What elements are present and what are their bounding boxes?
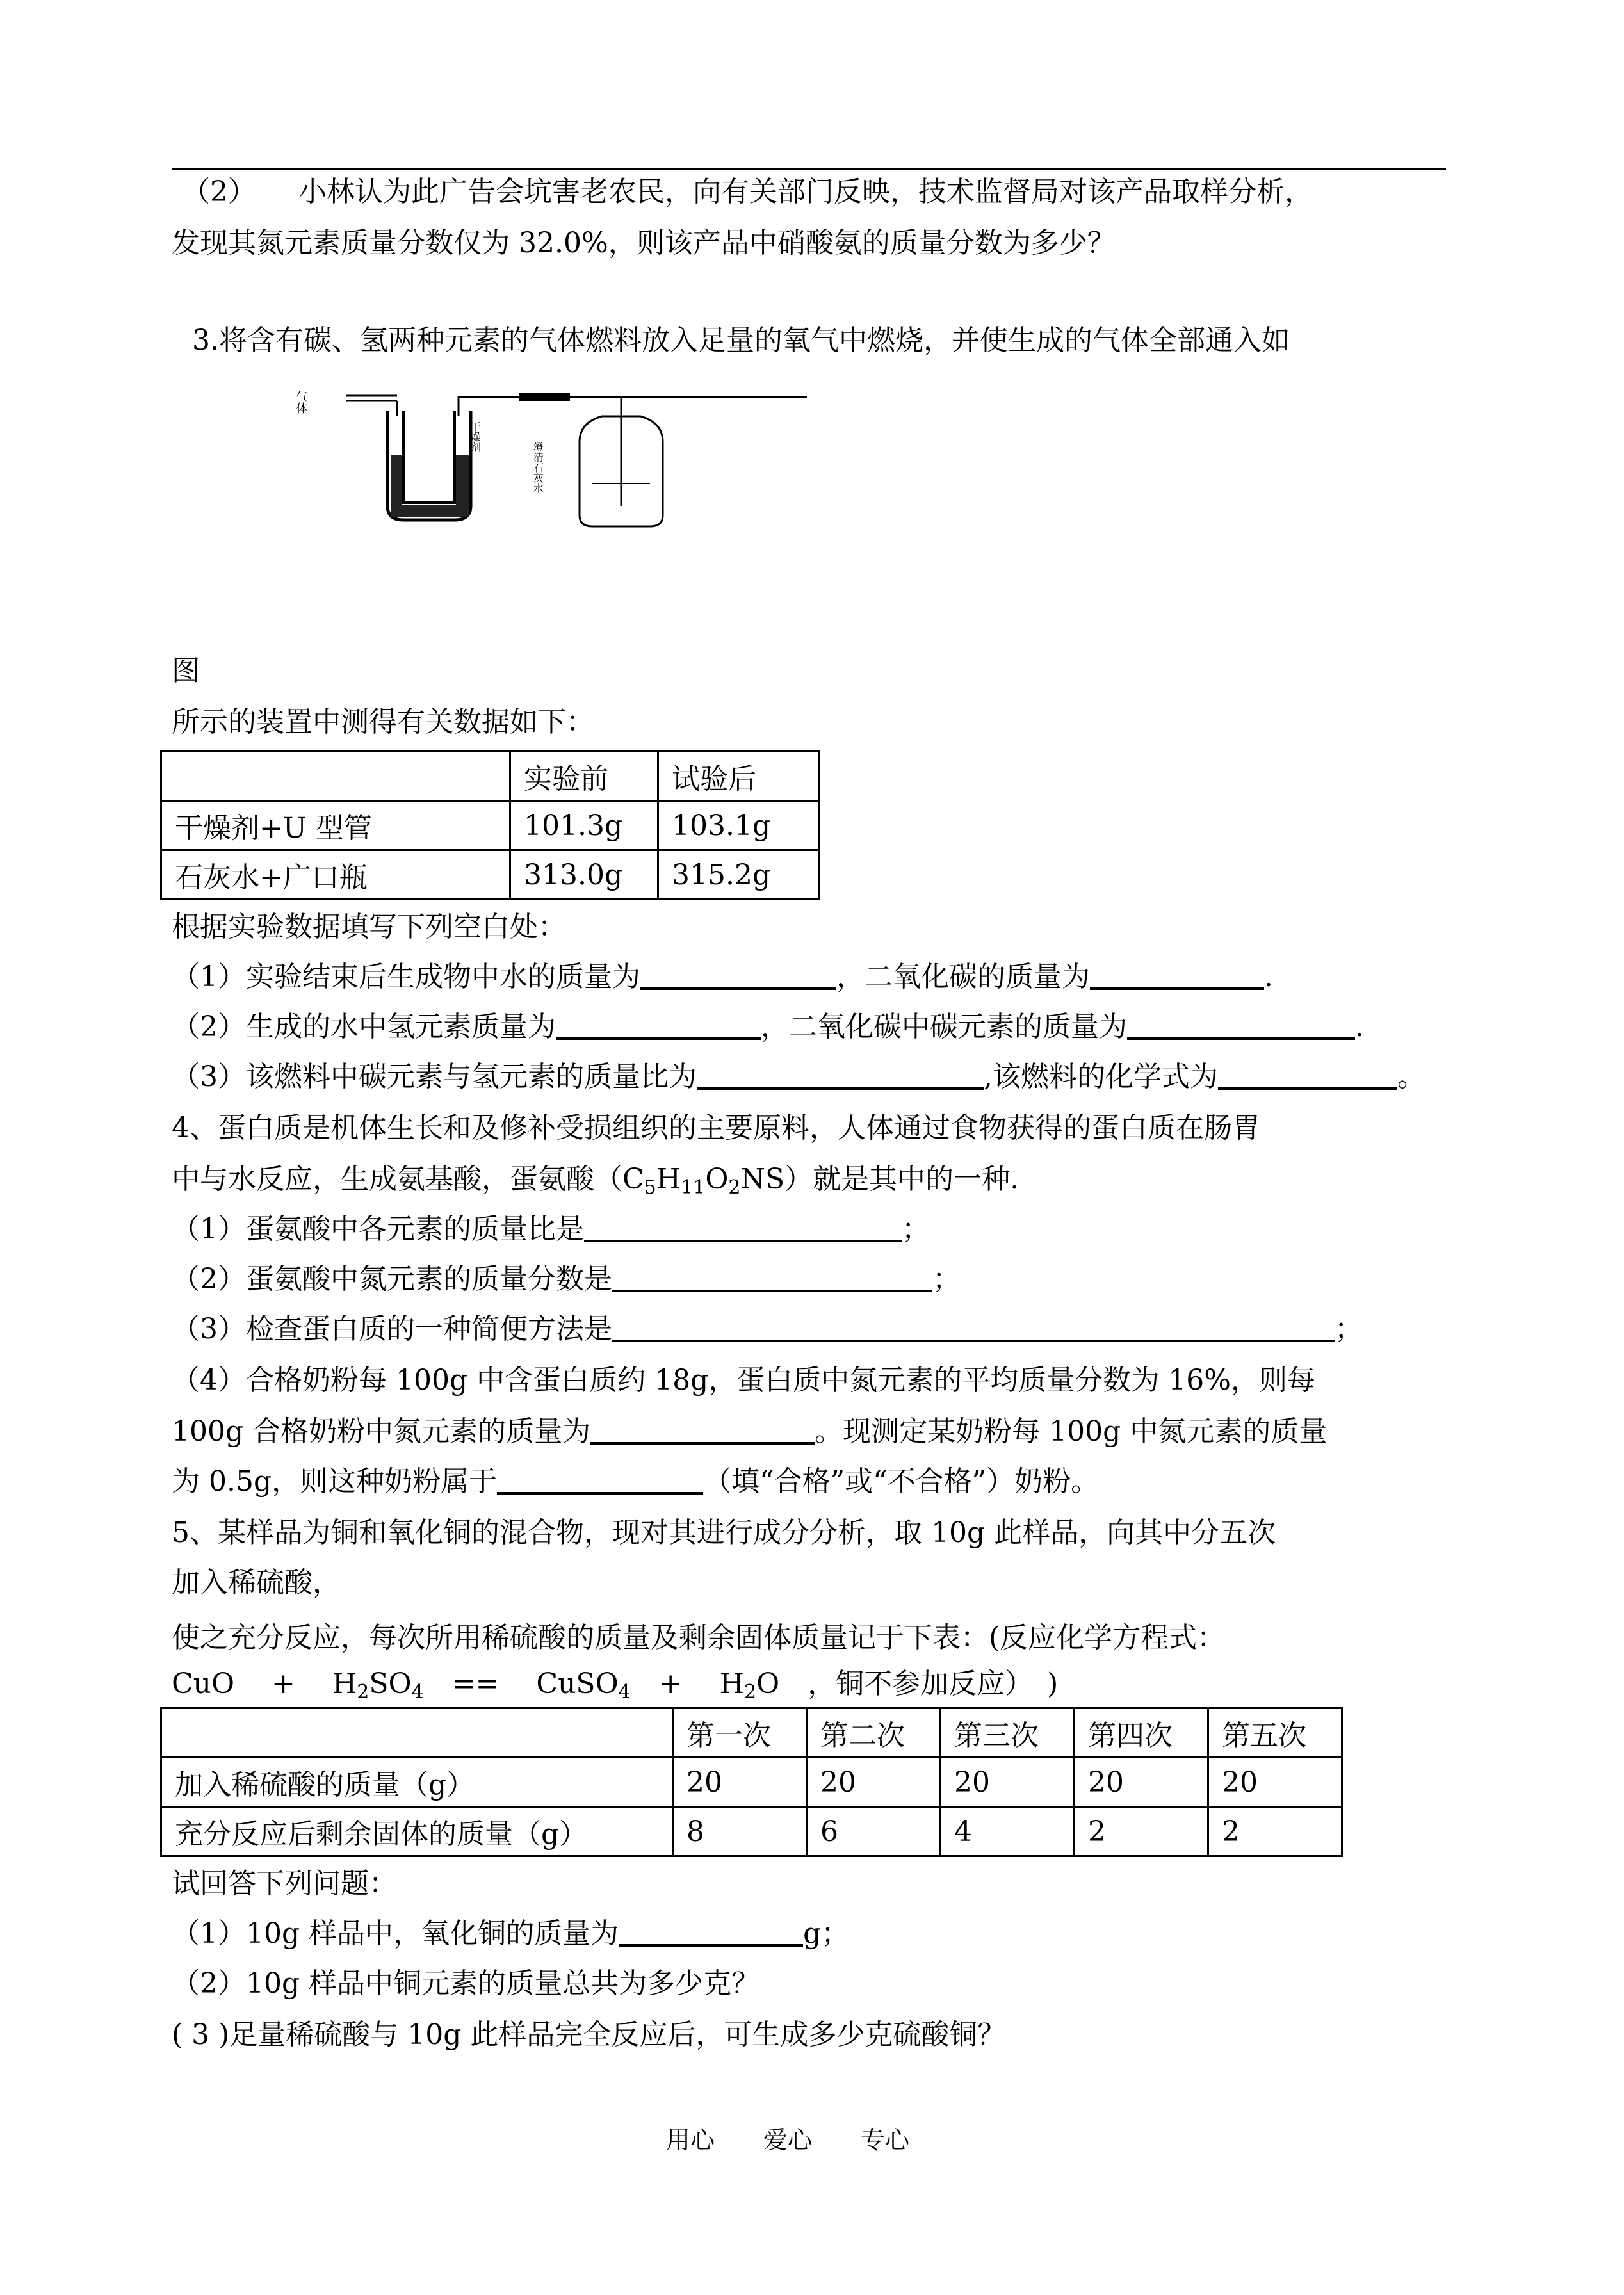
table-cell: 第三次: [941, 1708, 1075, 1758]
answer-blank[interactable]: [619, 1915, 803, 1947]
table-cell: 20: [941, 1758, 1075, 1807]
table-cell: 第五次: [1208, 1708, 1342, 1758]
q5-ask: 试回答下列问题：: [172, 1867, 397, 1900]
table-row: [161, 1807, 1342, 1856]
q5-1-text: （1）10g 样品中，氧化铜的质量为: [172, 1917, 619, 1950]
q4-3-end: ；: [1335, 1313, 1363, 1345]
table-cell: 2: [1075, 1807, 1208, 1856]
answer-blank[interactable]: [1218, 1058, 1397, 1090]
table-cell: [161, 752, 510, 801]
q5-item1: [172, 1915, 849, 1953]
table-cell: 315.2g: [658, 850, 819, 900]
q4-line2: [172, 1160, 1019, 1199]
answer-blank[interactable]: [590, 1413, 815, 1445]
q4-1-end: ；: [902, 1213, 930, 1245]
subscript: 4: [411, 1681, 424, 1703]
q4-6-text: 为 0.5g，则这种奶粉属于: [172, 1465, 498, 1498]
table-row: [161, 752, 819, 801]
q3-3-text: （3）该燃料中碳元素与氢元素的质量比为: [172, 1060, 697, 1093]
table-row: [161, 801, 819, 850]
q4-line1: 4、蛋白质是机体生长和及修补受损组织的主要原料，人体通过食物获得的蛋白质在肠胃: [172, 1112, 1260, 1144]
table-cell: 充分反应后剩余固体的质量（g）: [161, 1807, 673, 1856]
table-1: [160, 750, 820, 900]
q3-desc: 所示的装置中测得有关数据如下：: [172, 706, 594, 738]
q3-3-end: 。: [1397, 1060, 1425, 1093]
q3-item3: [172, 1058, 1425, 1096]
q5-1-end: g；: [803, 1917, 850, 1950]
eq-part: + H: [630, 1667, 744, 1700]
answer-blank[interactable]: [612, 1310, 1335, 1342]
table-cell: 20: [1208, 1758, 1342, 1807]
table-row: [161, 1708, 1342, 1758]
eq-part: == CuSO: [423, 1667, 619, 1700]
answer-blank[interactable]: [584, 1210, 902, 1242]
q5-line2: 加入稀硫酸，: [172, 1566, 341, 1599]
q3-intro: 3.将含有碳、氢两种元素的气体燃料放入足量的氧气中燃烧，并使生成的气体全部通入如: [192, 324, 1290, 357]
table-cell: 6: [807, 1807, 941, 1856]
answer-blank[interactable]: [556, 1008, 761, 1040]
q3-item2: [172, 1008, 1364, 1046]
q4-h: H: [656, 1163, 681, 1196]
answer-blank[interactable]: [697, 1058, 984, 1090]
q5-line3: 使之充分反应，每次所用稀硫酸的质量及剩余固体质量记于下表：(反应化学方程式：: [172, 1621, 1226, 1654]
q3-2-end: .: [1355, 1010, 1364, 1043]
answer-blank[interactable]: [1090, 958, 1264, 990]
q5-line1: 5、某样品为铜和氧化铜的混合物，现对其进行成分分析，取 10g 此样品，向其中分五次: [172, 1516, 1276, 1549]
desiccant-label: 干燥剂: [469, 421, 482, 452]
subscript: 5: [644, 1176, 656, 1199]
table-cell: 20: [673, 1758, 807, 1807]
q5-item3: ( 3 )足量稀硫酸与 10g 此样品完全反应后，可生成多少克硫酸铜？: [172, 2018, 1006, 2051]
answer-blank[interactable]: [640, 958, 836, 990]
q4-item2: [172, 1260, 961, 1299]
eq-part: O ，铜不参加反应） ): [756, 1667, 1059, 1700]
subscript: 2: [743, 1681, 757, 1703]
table-cell: 第四次: [1075, 1708, 1208, 1758]
table-cell: 8: [673, 1807, 807, 1856]
table-cell: 实验前: [510, 752, 658, 801]
q4-item3: [172, 1310, 1363, 1349]
table-cell: 20: [1075, 1758, 1208, 1807]
answer-blank[interactable]: [1127, 1008, 1355, 1040]
q4-item4-line2: [172, 1413, 1327, 1451]
q4-item1: [172, 1210, 930, 1249]
q4-line2-a: 中与水反应，生成氨基酸，蛋氨酸（C: [172, 1163, 644, 1196]
q2-line1: （2） 小林认为此广告会坑害老农民，向有关部门反映，技术监督局对该产品取样分析，: [182, 175, 1313, 208]
q4-item4: （4）合格奶粉每 100g 中含蛋白质约 18g，蛋白质中氮元素的平均质量分数为 16%，则每: [172, 1364, 1316, 1397]
table-row: [161, 1758, 1342, 1807]
q4-3-text: （3）检查蛋白质的一种简便方法是: [172, 1313, 612, 1345]
q4-2-text: （2）蛋氨酸中氮元素的质量分数是: [172, 1263, 612, 1295]
eq-part: SO: [369, 1667, 412, 1700]
q3-1-text: （1）实验结束后生成物中水的质量为: [172, 961, 640, 993]
table-row: [161, 850, 819, 900]
q5-item2: （2）10g 样品中铜元素的质量总共为多少克？: [172, 1967, 760, 2000]
table-cell: 101.3g: [510, 801, 658, 850]
q4-1-text: （1）蛋氨酸中各元素的质量比是: [172, 1213, 584, 1245]
table-cell: 103.1g: [658, 801, 819, 850]
subscript: 11: [681, 1176, 706, 1199]
q3-1-text-b: ，二氧化碳的质量为: [836, 961, 1090, 993]
table-cell: 石灰水+广口瓶: [161, 850, 510, 900]
table-cell: 4: [941, 1807, 1075, 1856]
subscript: 2: [728, 1176, 741, 1199]
table-cell: 试验后: [658, 752, 819, 801]
gas-label: 气体: [295, 391, 308, 414]
subscript: 4: [618, 1681, 631, 1703]
q4-o: O: [705, 1163, 729, 1196]
q4-5-text-b: 。现测定某奶粉每 100g 中氮元素的质量: [815, 1415, 1328, 1448]
q2-line2: 发现其氮元素质量分数仅为 32.0%，则该产品中硝酸氨的质量分数为多少？: [172, 227, 1116, 259]
answer-blank[interactable]: [497, 1463, 703, 1495]
table-cell: 干燥剂+U 型管: [161, 801, 510, 850]
q3-item1: [172, 958, 1273, 996]
table-cell: 313.0g: [510, 850, 658, 900]
table-cell: 第一次: [673, 1708, 807, 1758]
reaction-equation: [172, 1665, 1058, 1703]
table-2: [160, 1707, 1343, 1857]
q3-2-text: （2）生成的水中氢元素质量为: [172, 1010, 556, 1043]
answer-blank[interactable]: [612, 1260, 932, 1292]
q3-fill: 根据实验数据填写下列空白处：: [172, 911, 566, 943]
table-cell: [161, 1708, 673, 1758]
q4-2-end: ；: [932, 1263, 961, 1295]
table-cell: 2: [1208, 1807, 1342, 1856]
subscript: 2: [357, 1681, 369, 1703]
table-cell: 加入稀硫酸的质量（g）: [161, 1758, 673, 1807]
eq-part: CuO + H: [172, 1667, 357, 1700]
table-cell: 20: [807, 1758, 941, 1807]
q3-2-text-b: ，二氧化碳中碳元素的质量为: [761, 1010, 1127, 1043]
q4-5-text: 100g 合格奶粉中氮元素的质量为: [172, 1415, 591, 1448]
q4-item4-line3: [172, 1463, 1099, 1501]
limewater-label: 澄清石灰水: [532, 442, 544, 493]
header-rule: [172, 168, 1446, 170]
q3-tu: 图: [172, 654, 200, 687]
q3-1-end: .: [1264, 961, 1273, 993]
q4-6-text-b: （填“合格”或“不合格”）奶粉。: [703, 1465, 1100, 1498]
apparatus-figure: [295, 378, 1511, 531]
q3-3-text-b: ,该燃料的化学式为: [984, 1060, 1218, 1093]
footer: 用心 爱心 专心: [666, 2126, 910, 2154]
table-cell: 第二次: [807, 1708, 941, 1758]
q4-line2-b: NS）就是其中的一种.: [740, 1163, 1019, 1196]
